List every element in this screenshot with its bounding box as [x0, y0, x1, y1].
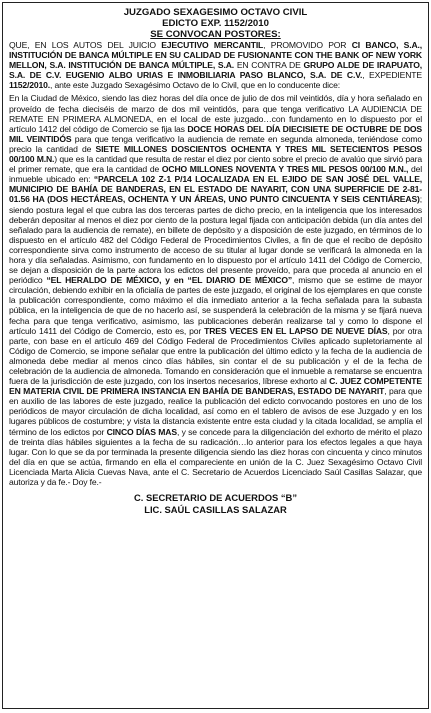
plaintiff: CI BANCO, S.A., INSTITUCIÓN DE BANCA MÚLTIPLE EN SU CALIDAD DE FUSIONANTE CON THE BANK OF NEW YORK MELLON, S.A. INSTITUCIÓN DE BANCA MÚLTIPLE, S.A. [9, 40, 423, 71]
body-text-3: ) que es la cantidad que resulta de restar el diez por ciento sobre el precio de avalúo que sirvió para el primer remate, que era la cantidad de [9, 154, 422, 175]
body-text-9: , y se concede para la diligenciación del exhorto de mérito el plazo de treinta días hábiles siguientes a la fecha de su radicación…lo anterior para los efectos legales a que haya lugar. Con lo que se da por terminada la presente diligencia siendo las diez horas con cincuenta y cinco minutos del día en que se actúa, firmando en ella el compareciente en unión de la C. Juez Sexagésimo Octavo Civil Licenciada Marta Alicia Cuevas Nava, ante el C. Secretario de Acuerdos Licenciado Saúl Casillas Salazar, que autoriza y da fe.- Doy fe.- [9, 426, 422, 488]
newspapers: “EL HERALDO DE MÉXICO, y en “EL DIARIO DE MÉXICO” [46, 275, 293, 286]
summons-heading [9, 29, 422, 40]
body-text-7: , por otra parte, con base en el artículo 469 del Código Federal de Procedimientos Civiles aplicado supletoriamente al Código de Comercio, se impone señalar que entre la publicación del último edicto y la fecha de la audiencia de almoneda debe mediar al menos cinco días hábiles, sin contar el de su publicación y el de la fecha de celebración de la audiencia de almoneda. Tomando en consideración que el inmueble a rematarse se encuentra fuera de la jurisdicción de este juzgado, con los insertos necesarios, líbrese exhorto al [9, 325, 422, 387]
trial-type: EJECUTIVO MERCANTIL [161, 40, 264, 50]
auction-price: SIETE MILLONES DOSCIENTOS OCHENTA Y TRES MIL SETECIENTOS PESOS 00/100 M.N. [9, 143, 422, 165]
body-text-5: ; siendo postura legal el que cubra las dos terceras partes de dicho precio, en la inteligencia que los interesados deberán depositar al menos el diez por ciento de la postura legal fijada con anticipación debida (un día antes del señalado para la audiencia de remate), en billete de depósito y a disposición de este juzgado, en términos de lo dispuesto en el artículo 482 del Código Federal de Procedimientos Civiles, a fin de que el recibo de depósito correspondiente sirva como instrumento de acceso de su titular al lugar donde se verificará la almoneda en la hora y día señaladas. Asimismo, con fundamento en lo dispuesto por el artículo 1411 del Código de Comercio, se dejan a disposición de la parte actora los edictos del presente proveído, para que proceda al anuncio en el periódico [9, 194, 422, 286]
auction-date: DOCE HORAS DEL DÍA DIECISIETE DE OCTUBRE DE DOS MIL VEINTIDÓS [9, 123, 423, 144]
signature-name: LIC. SAÚL CASILLAS SALAZAR [144, 503, 287, 515]
edict-number: EDICTO EXP. 1152/2010 [162, 18, 269, 29]
case-number: 1152/2010. [9, 80, 51, 91]
signature-block [9, 492, 422, 515]
court-title: JUZGADO SEXAGESIMO OCTAVO CIVIL [123, 7, 308, 18]
publication-frequency: TRES VECES EN EL LAPSO DE NUEVE DÍAS [204, 325, 388, 336]
intro-text-2: , PROMOVIDO POR [263, 40, 352, 50]
competent-judge: C. JUEZ COMPETENTE EN MATERIA CIVIL DE PRIMERA INSTANCIA EN BAHÍA DE BANDERAS, ESTADO DE NAYARIT [9, 376, 422, 397]
appraisal-price: OCHO MILLONES NOVENTA Y TRES MIL PESOS 00/100 M.N., [161, 164, 409, 175]
body-text-8: , para que en auxilio de las labores de este juzgado, realice la publicación del edicto convocando postores en uno de los periódicos de mayor circulación de dicha localidad, así como en el tablero de avisos de ese Juzgado y en los lugares públicos de costumbre; y vista la distancia existente entre esta ciudad y la citada localidad, se amplía el término de los edictos por [9, 386, 423, 437]
defendants: GRUPO ALDE DE IRAPUATO, S.A. DE C.V. EUGENIO ALBO URIAS E INMOBILIARIA PASO BLANCO, S.A. DE C.V. [9, 60, 422, 81]
body-paragraph [9, 93, 422, 487]
property-description: “PARCELA 102 Z-1 P/14 LOCALIZADA EN EL EJIDO DE SAN JOSÉ DEL VALLE, MUNICIPIO DE BAHÍA DE BANDERAS, EN EL ESTADO DE NAYARIT, CON UNA SUPERFICIE DE 2-81-01.56 HA (DOS HECTÁREAS, OCHENTA Y UN ÁREAS, UNO PUNTO CINCUENTA Y SEIS CENTIÁREAS) [9, 174, 423, 205]
body-text-1: En la Ciudad de México, siendo las diez horas del día once de julio de dos mil veintidós, día y hora señalado en proveído de fecha dieciséis de marzo de dos mil veintidós, para que tenga verificativo LA AUDIENCIA DE REMATE EN PRIMERA ALMONEDA, en el local de este juzgado…con fundamento en lo dispuesto por el artículo 1412 del código de Comercio se fija las [9, 93, 422, 134]
body-text-6: , mismo que se estime de mayor circulación, debiendo exhibir en la oficialía de partes de este juzgado, el original de los ejemplares en que conste la publicación correspondiente, como máximo el día inmediato anterior a la fecha señalada para la subasta pública, en la inteligencia de que de no hacerlo así, se suspenderá la celebración de la misma y se fijará nueva fecha para que tenga verificativo, asimismo, las publicaciones deberán realizarse tal y como lo dispone el artículo 1411 del Código de Comercio, esto es, por [9, 275, 423, 336]
body-text-2: para que tenga verificativo la audiencia de remate en segunda almoneda, teniéndose como precio la cantidad de [9, 133, 422, 154]
extension-term: CINCO DÍAS MAS [106, 426, 177, 437]
intro-text-5: , ante este Juzgado Sexagésimo Octavo de lo Civil, que en lo conducente dice: [50, 80, 340, 91]
edict-notice [2, 2, 429, 709]
intro-text-3: EN CONTRA DE [234, 60, 304, 71]
intro-paragraph [9, 40, 422, 90]
intro-text-4: , EXPEDIENTE [362, 70, 422, 81]
summons-text: SE CONVOCAN POSTORES: [150, 29, 281, 40]
signature-title: C. SECRETARIO DE ACUERDOS “B” [133, 492, 298, 504]
body-text-4: del inmueble ubicado en: [9, 164, 422, 185]
intro-text-1: QUE, EN LOS AUTOS DEL JUICIO [9, 40, 162, 50]
